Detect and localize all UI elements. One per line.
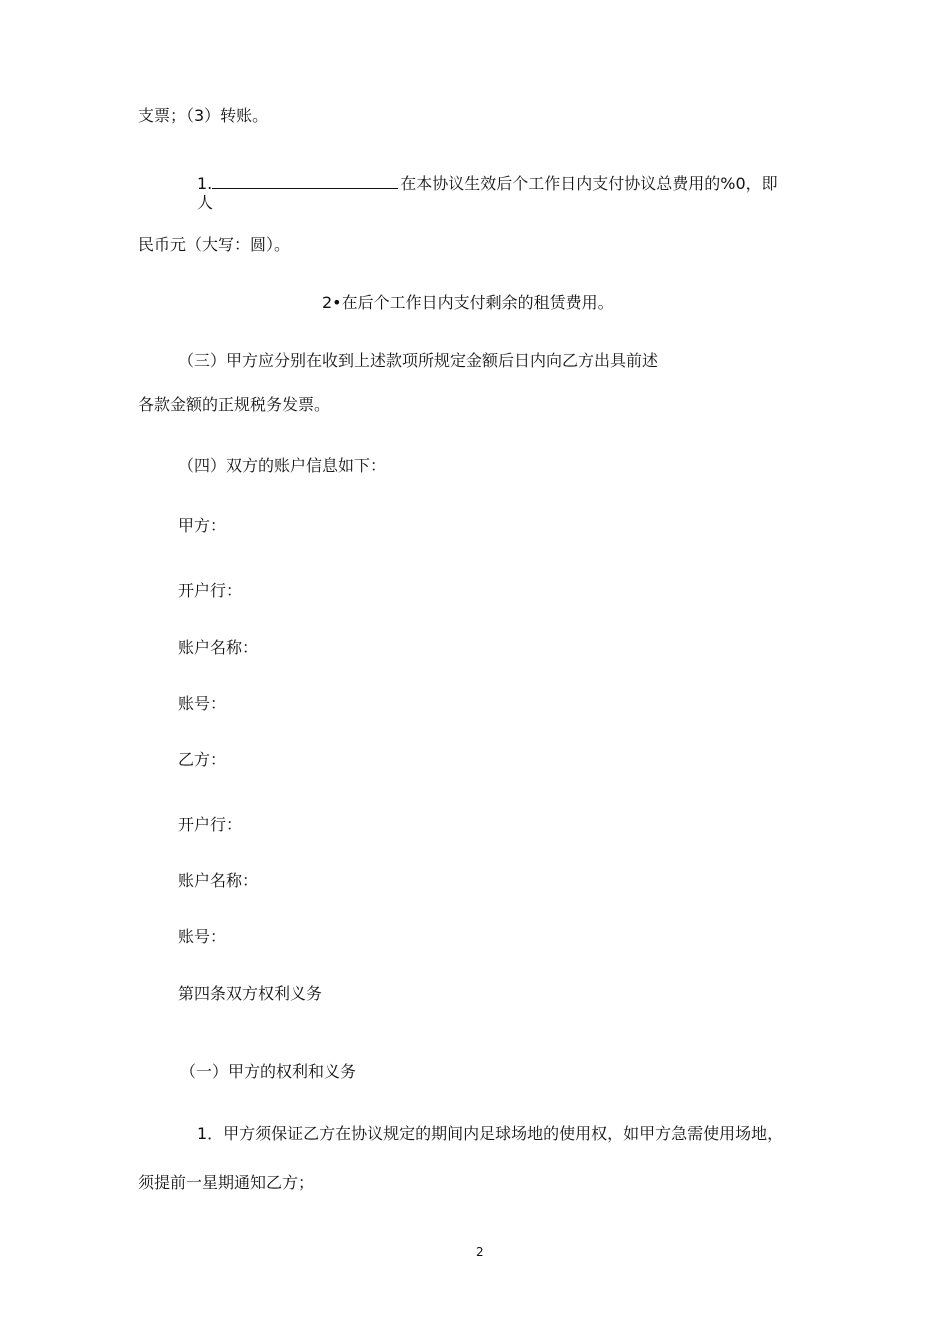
party-a-account-name-label: 账户名称： [178, 638, 259, 657]
item-1-text: 在本协议生效后个工作日内支付协议总费用的%0，即 [400, 174, 778, 193]
payment-methods-tail: 支票；（3）转账。 [138, 106, 269, 125]
fill-in-blank [212, 172, 398, 189]
article-4-title: 第四条双方权利义务 [178, 984, 323, 1003]
party-a-label: 甲方： [178, 516, 227, 535]
party-a-account-number-label: 账号： [178, 694, 227, 713]
clause-3-line-2: 各款金额的正规税务发票。 [138, 395, 331, 414]
page-number: 2 [476, 1245, 484, 1259]
item-1-continuation: 民币元（大写：圆）。 [138, 235, 291, 254]
item-1-number: 1. [197, 174, 213, 193]
party-b-account-name-label: 账户名称： [178, 871, 259, 890]
duty-1-line-1: 1．甲方须保证乙方在协议规定的期间内足球场地的使用权，如甲方急需使用场地， [197, 1124, 784, 1143]
party-a-bank-label: 开户行： [178, 581, 243, 600]
clause-3-line-1: （三）甲方应分别在收到上述款项所规定金额后日内向乙方出具前述 [178, 351, 659, 370]
party-b-bank-label: 开户行： [178, 815, 243, 834]
section-1-heading: （一）甲方的权利和义务 [180, 1062, 357, 1081]
payment-item-2: 2•在后个工作日内支付剩余的租赁费用。 [322, 293, 614, 312]
clause-4-heading: （四）双方的账户信息如下： [178, 456, 387, 475]
item-1-wrap: 人 [197, 193, 214, 212]
party-b-label: 乙方： [178, 750, 227, 769]
payment-item-1 [197, 172, 778, 194]
party-b-account-number-label: 账号： [178, 927, 227, 946]
duty-1-line-2: 须提前一星期通知乙方； [138, 1173, 315, 1192]
